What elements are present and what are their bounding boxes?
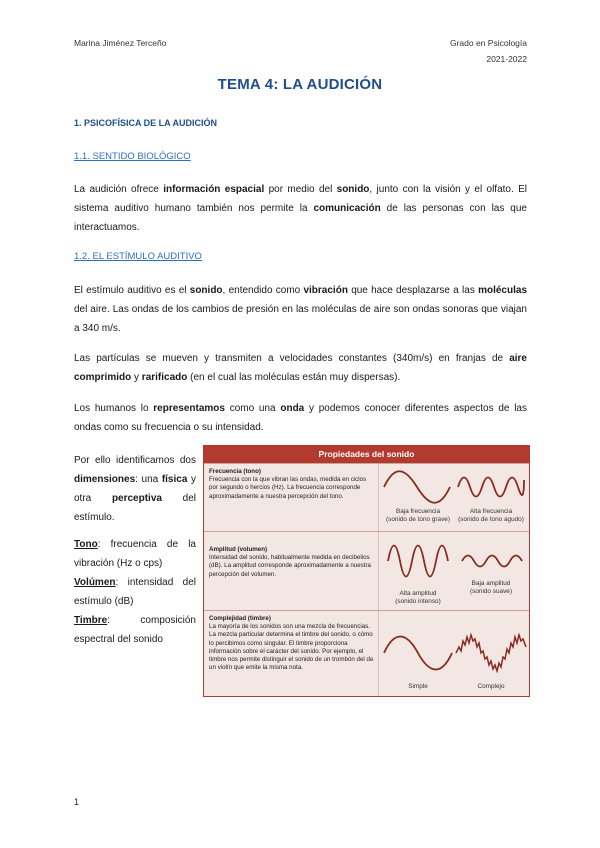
definition-volumen: Volúmen: intensidad del estímulo (dB) <box>74 577 196 607</box>
side-definitions <box>74 535 196 649</box>
figure-row-frequency <box>204 463 529 531</box>
figure-heading: Propiedades del sonido <box>204 446 529 463</box>
caption-high-frequency: Alta frecuencia (sonido de tono agudo) <box>458 508 524 523</box>
paragraph-biological-sense: La audición ofrece información espacial por medio del sonido, junto con la visión y el olfato. El sistema auditivo humano también nos permite la comunicación de las personas con las que interactuamos. <box>74 184 527 233</box>
sound-properties-figure <box>203 445 530 697</box>
simple-wave <box>382 633 454 673</box>
definition-tono: Tono: frecuencia de la vibración (Hz o cps) <box>74 539 196 569</box>
high-frequency-wave <box>456 470 526 504</box>
header-year: 2021-2022 <box>486 54 527 64</box>
row-frequency-text: Frecuencia (tono) Frecuencia con la que vibran las ondas, medida en ciclos por segundo o hercios (Hz). La frecuencia corresponde aproximadamente a nuestra percepción del tono. <box>209 468 367 500</box>
row-amplitude-text: Amplitud (volumen) Intensidad del sonido, habitualmente medida en decibelios (dB). La amplitud corresponde aproximadamente a nuestra percepción del volumen. <box>209 546 371 578</box>
subsection-heading-1-1[interactable]: 1.1. SENTIDO BIOLÓGICO <box>74 151 191 162</box>
low-amplitude-wave <box>460 546 524 576</box>
page-title: TEMA 4: LA AUDICIÓN <box>217 76 383 93</box>
paragraph-auditory-stimulus: El estímulo auditivo es el sonido, entendido como vibración que hace desplazarse a las moléculas del aire. Las ondas de los cambios de presión en las moléculas de aire son ondas sonoras que viajan a 340 m/s. <box>74 285 528 334</box>
caption-complex: Complejo <box>477 683 505 690</box>
definition-timbre: Timbre: composición espectral del sonido <box>74 615 196 645</box>
subsection-heading-1-2[interactable]: 1.2. EL ESTÍMULO AUDITIVO <box>74 251 202 262</box>
low-frequency-wave <box>382 470 452 504</box>
complex-wave <box>454 629 528 677</box>
high-amplitude-wave <box>386 538 450 584</box>
figure-row-complexity <box>204 610 529 697</box>
caption-low-amplitude: Baja amplitud (sonido suave) <box>470 580 512 595</box>
paragraph-particles: Las partículas se mueven y transmiten a velocidades constantes (340m/s) en franjas de aire comprimido y rarificado (en el cual las moléculas están muy dispersas). <box>74 353 527 383</box>
section-heading-1: 1. PSICOFÍSICA DE LA AUDICIÓN <box>74 118 218 128</box>
row-complexity-text: Complejidad (timbre) La mayoría de los sonidos son una mezcla de frecuencias. La mezcla particular determina el timbre del sonido, o cómo lo percibimos como singular. El timbre proporciona información sobre el carácter del sonido. Por ejemplo, el timbre nos permite distinguir el sonido de un trombón del de un violín que emite la misma nota. <box>209 615 374 672</box>
caption-simple: Simple <box>408 683 428 690</box>
header-author: Marina Jiménez Terceño <box>74 38 167 48</box>
page-number: 1 <box>74 797 80 807</box>
paragraph-representation: Los humanos lo representamos como una onda y podemos conocer diferentes aspectos de las ondas como su frecuencia o su intensidad. <box>74 403 527 433</box>
caption-high-amplitude: Alta amplitud (sonido intenso) <box>395 590 441 605</box>
side-paragraph-dimensions: Por ello identificamos dos dimensiones: una física y otra perceptiva del estímulo. <box>74 455 197 523</box>
caption-low-frequency: Baja frecuencia (sonido de tono grave) <box>386 508 450 523</box>
figure-row-amplitude <box>204 531 529 610</box>
header-course: Grado en Psicología <box>449 38 527 48</box>
header-course-info <box>450 35 527 67</box>
